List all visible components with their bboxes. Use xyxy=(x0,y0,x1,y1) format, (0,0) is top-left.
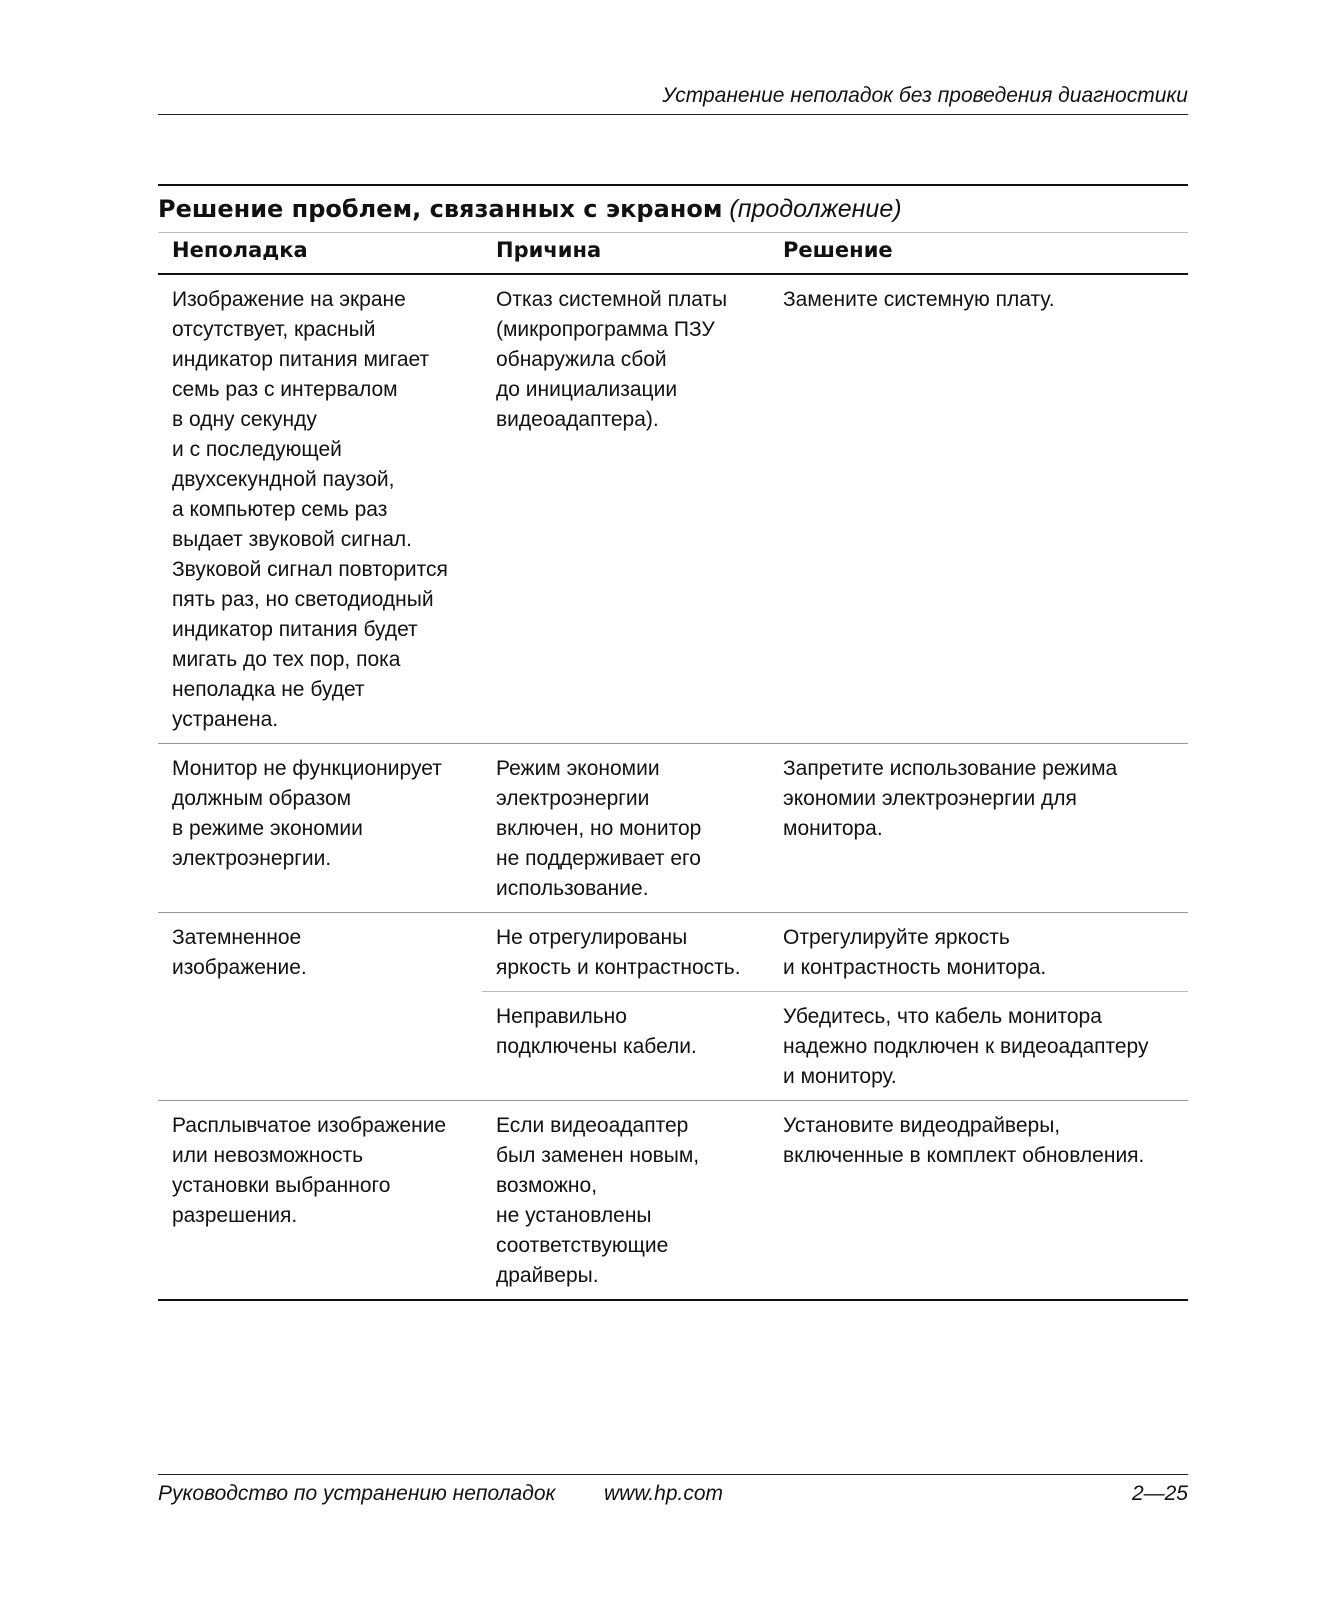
cause-cell: Режим экономии электроэнергии включен, но монитор не поддерживает его использование. xyxy=(496,757,702,900)
table-title-continued: (продолжение) xyxy=(729,195,902,223)
table-title: Решение проблем, связанных с экраном xyxy=(158,195,723,223)
column-header-problem: Неполадка xyxy=(172,238,308,262)
troubleshooting-table xyxy=(158,184,1188,1301)
problem-cell: Изображение на экране отсутствует, красный индикатор питания мигает семь раз с интервалом в одну секунду и с последующей двухсекундной паузой, а компьютер семь раз выдает звуковой сигнал. Звуковой сигнал повторится пять раз, но светодиодный индикатор питания будет мигать до тех пор, пока неполадка не будет устранена. xyxy=(172,288,448,731)
page-number: 2—25 xyxy=(1131,1482,1188,1505)
cause-cell: Если видеоадаптер был заменен новым, возможно, не установлены соответствующие драйверы. xyxy=(496,1114,700,1287)
cause-cell: Отказ системной платы (микропрограмма ПЗУ обнаружила сбой до инициализации видеоадаптера). xyxy=(496,288,728,431)
problem-cell: Монитор не функционирует должным образом в режиме экономии электроэнергии. xyxy=(172,757,442,870)
cause-cell: Не отрегулированы яркость и контрастность. xyxy=(496,926,741,979)
solution-cell: Запретите использование режима экономии электроэнергии для монитора. xyxy=(783,757,1118,840)
column-header-cause: Причина xyxy=(496,238,602,262)
running-head: Устранение неполадок без проведения диагностики xyxy=(662,84,1188,107)
problem-cell: Затемненное изображение. xyxy=(172,926,307,979)
solution-cell: Замените системную плату. xyxy=(783,288,1055,311)
solution-cell: Установите видеодрайверы, включенные в комплект обновления. xyxy=(783,1114,1145,1167)
footer-url: www.hp.com xyxy=(604,1482,724,1505)
table-row xyxy=(158,913,1188,1100)
table-row xyxy=(158,744,1188,912)
table-row xyxy=(158,275,1188,743)
table-header-row xyxy=(158,233,1188,273)
footer-rule xyxy=(158,1474,1188,1475)
solution-cell: Отрегулируйте яркость и контрастность монитора. xyxy=(783,926,1047,979)
table-row xyxy=(158,1101,1188,1299)
problem-cell: Расплывчатое изображение или невозможность установки выбранного разрешения. xyxy=(172,1114,447,1227)
header-rule xyxy=(158,114,1188,115)
table-caption xyxy=(158,186,1188,232)
table-bottom-rule xyxy=(158,1299,1188,1301)
column-header-solution: Решение xyxy=(783,238,893,262)
cause-cell: Неправильно подключены кабели. xyxy=(496,1005,697,1058)
solution-cell: Убедитесь, что кабель монитора надежно подключен к видеоадаптеру и монитору. xyxy=(783,1005,1149,1088)
footer-title: Руководство по устранению неполадок xyxy=(158,1482,556,1505)
